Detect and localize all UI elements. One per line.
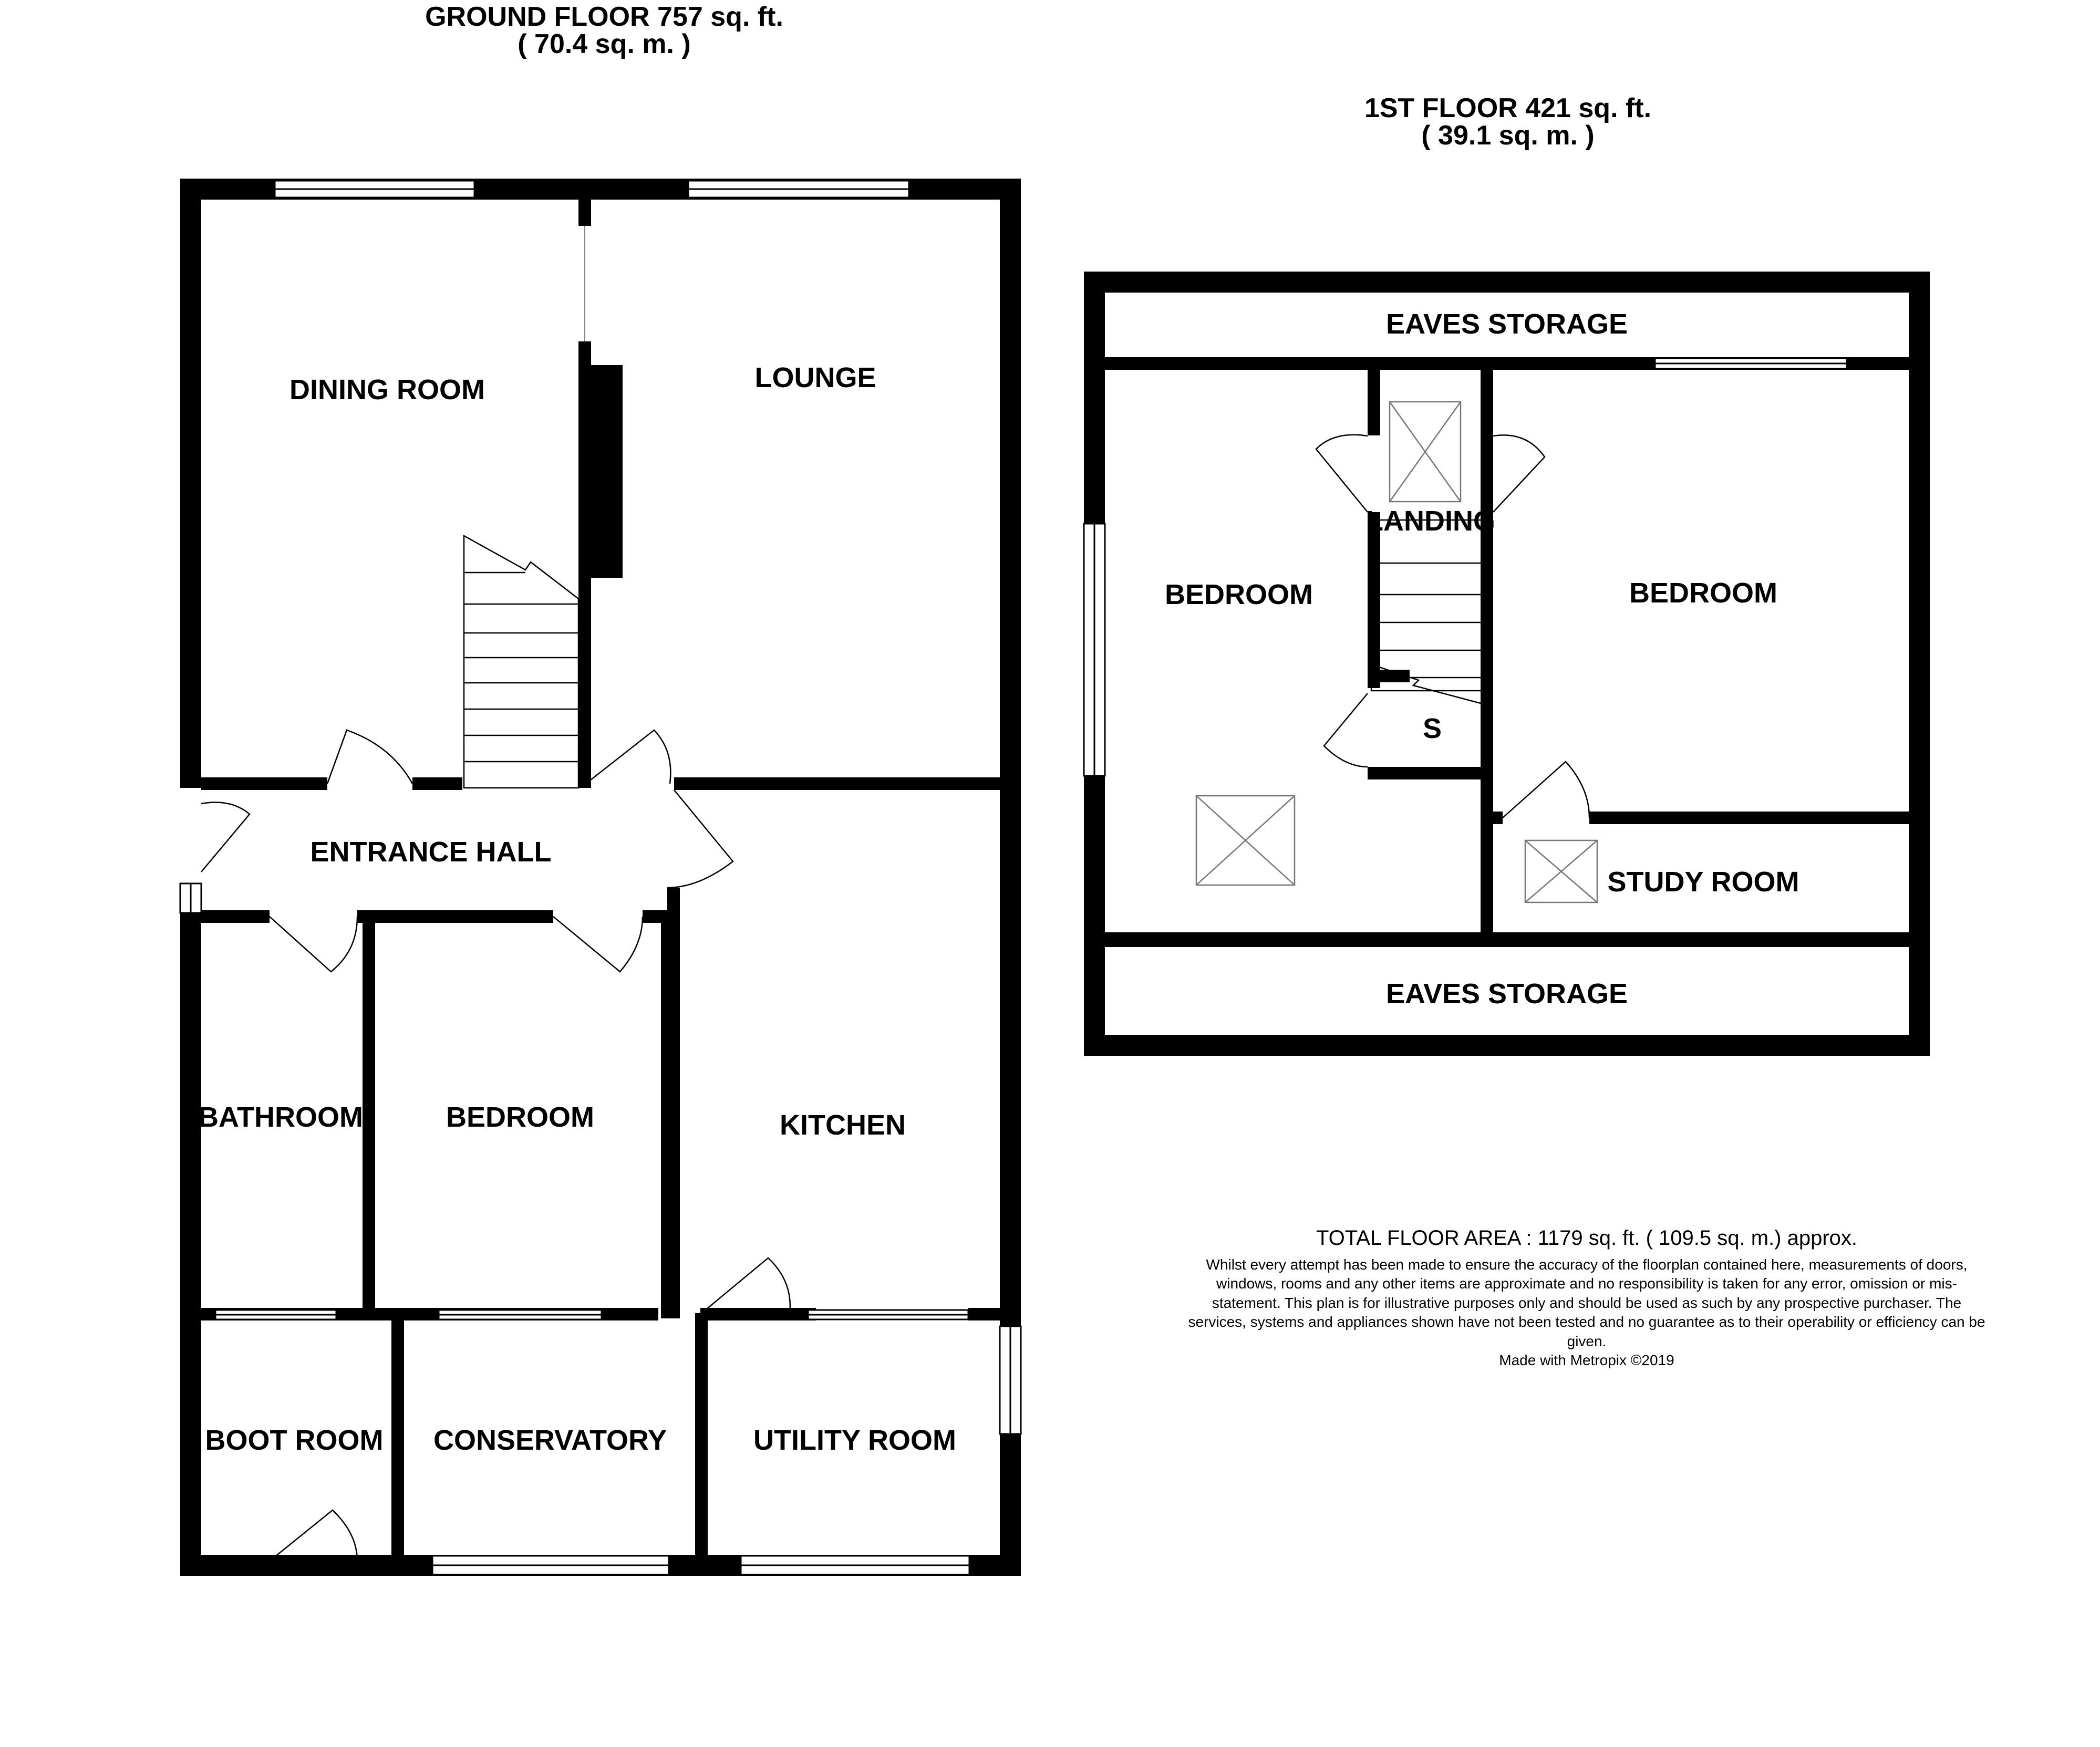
ground-floor-area-metric: ( 70.4 sq. m. ) xyxy=(518,29,691,59)
disclaimer-text: Whilst every attempt has been made to ensure the accuracy of the floorplan contained here, measurements of doors, windows, rooms and any other items are approximate and no responsibility is taken for any error, omission or mis-statement. This plan is for illustrative purposes only and should be used as such by any prospective purchaser. The services, systems and appliances shown have not been tested and no guarantee as to their operability or efficiency can be given. xyxy=(1188,1256,1985,1349)
total-floor-area: TOTAL FLOOR AREA : 1179 sq. ft. ( 109.5 sq. m.) approx. xyxy=(1316,1226,1858,1250)
room-label-bedroom: BEDROOM xyxy=(446,1101,594,1133)
room-label-dining-room: DINING ROOM xyxy=(289,374,485,405)
first-floor-plan xyxy=(1084,272,1930,1056)
ground-floor-heading xyxy=(368,3,841,58)
room-label-boot-room: BOOT ROOM xyxy=(205,1424,384,1456)
room-label-eaves-storage-bottom: EAVES STORAGE xyxy=(1385,978,1628,1010)
room-label-bedroom-right: BEDROOM xyxy=(1629,577,1777,609)
first-floor-heading xyxy=(1271,95,1744,149)
ground-floor-title: GROUND FLOOR 757 sq. ft. xyxy=(425,2,783,32)
room-label-bathroom: BATHROOM xyxy=(198,1101,363,1133)
floor-plan-notes xyxy=(1187,1226,1986,1370)
first-floor-walls xyxy=(1084,272,1930,1056)
ground-floor-plan xyxy=(180,179,1021,1576)
first-floor-title: 1ST FLOOR 421 sq. ft. xyxy=(1364,93,1652,123)
ground-floor-stairs xyxy=(464,226,585,788)
first-floor-area-metric: ( 39.1 sq. m. ) xyxy=(1421,120,1595,151)
room-label-utility-room: UTILITY ROOM xyxy=(753,1424,956,1456)
ground-floor-room-labels xyxy=(198,362,956,1456)
room-label-landing: LANDING xyxy=(1366,505,1495,537)
first-floor-windows xyxy=(1084,358,1847,776)
room-label-conservatory: CONSERVATORY xyxy=(433,1424,667,1456)
first-floor-doors xyxy=(1316,435,1589,818)
room-label-eaves-storage-top: EAVES STORAGE xyxy=(1385,308,1628,340)
first-floor-skylights xyxy=(1196,402,1597,902)
room-label-bedroom-left: BEDROOM xyxy=(1165,579,1313,610)
room-label-entrance-hall: ENTRANCE HALL xyxy=(310,836,552,868)
room-label-kitchen: KITCHEN xyxy=(780,1109,906,1141)
room-label-lounge: LOUNGE xyxy=(754,362,876,393)
credit-text: Made with Metropix ©2019 xyxy=(1499,1351,1674,1368)
room-label-study-room: STUDY ROOM xyxy=(1607,866,1799,898)
room-label-store: S xyxy=(1422,713,1442,744)
